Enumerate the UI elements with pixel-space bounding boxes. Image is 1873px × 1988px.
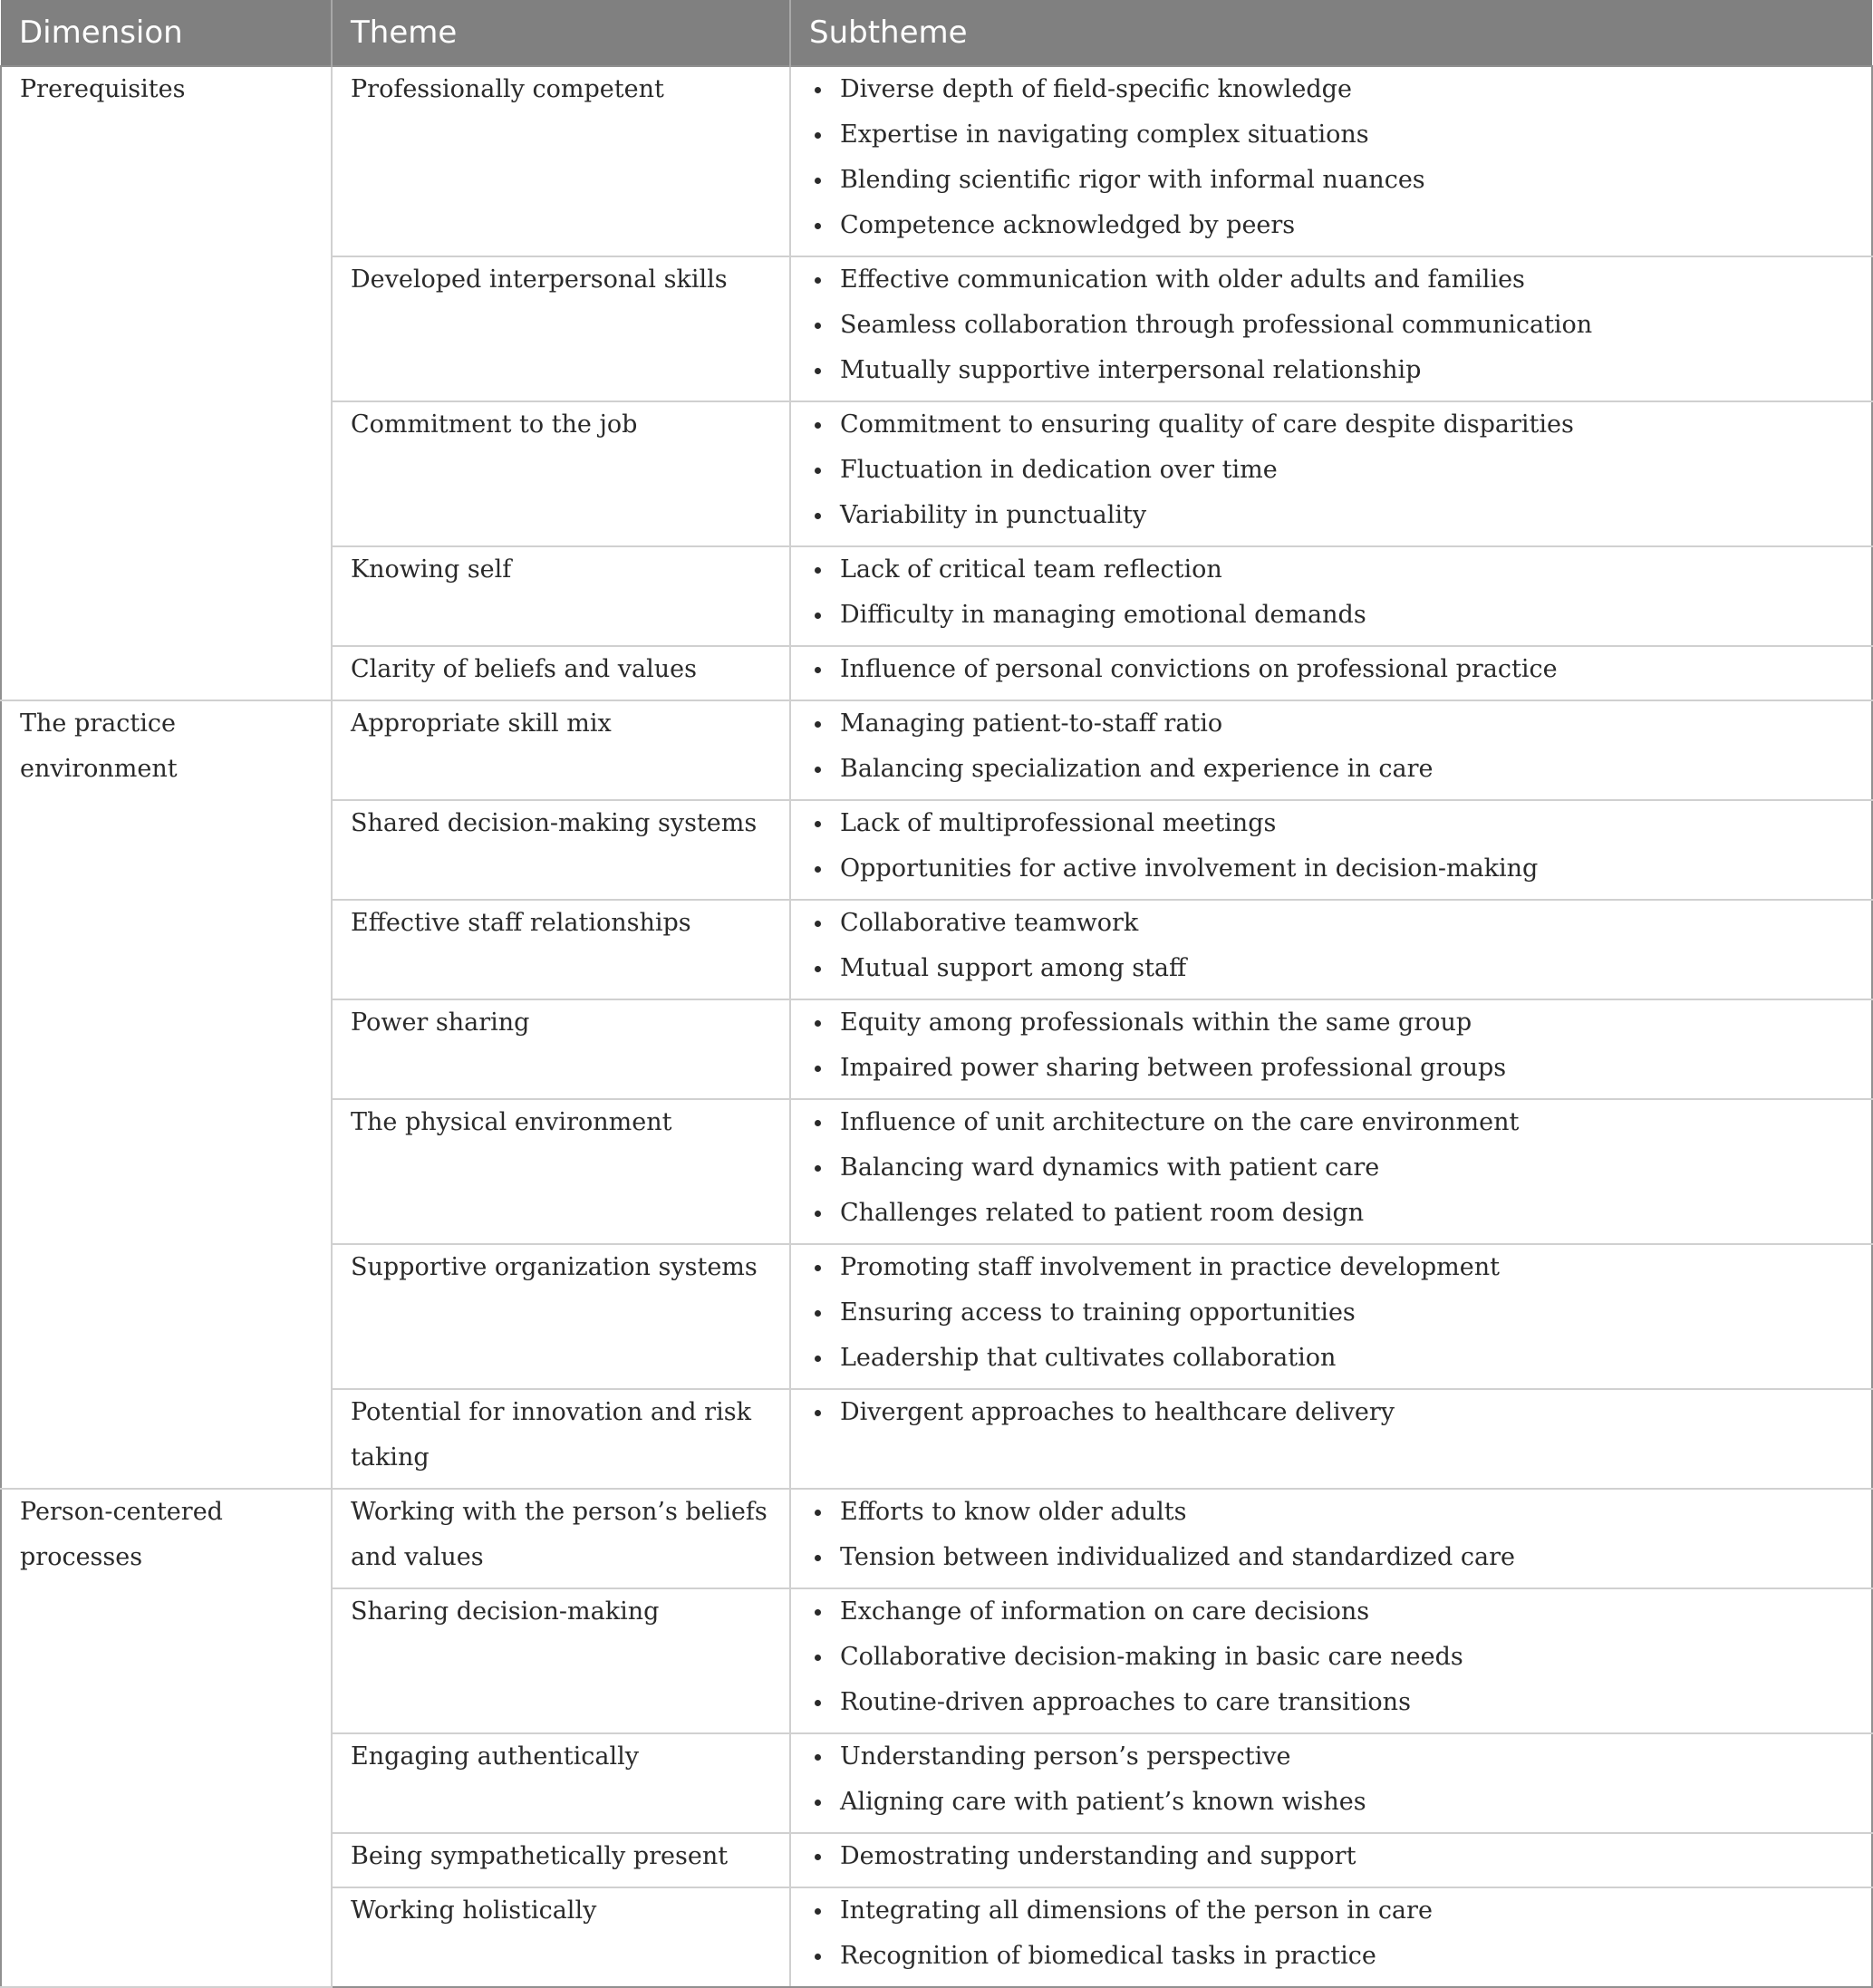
subtheme-list	[809, 1888, 1862, 1979]
subtheme-item: Leadership that cultivates collaboration	[809, 1336, 1862, 1381]
subtheme-cell	[790, 1588, 1872, 1733]
subtheme-list	[809, 701, 1862, 792]
subtheme-item: Balancing specialization and experience in care	[809, 747, 1862, 792]
subtheme-item: Diverse depth of field-specific knowledge	[809, 67, 1862, 112]
subtheme-item: Aligning care with patient’s known wishes	[809, 1780, 1862, 1825]
column-header-theme: Theme	[332, 0, 790, 66]
subtheme-cell	[790, 800, 1872, 900]
subtheme-list	[809, 1390, 1862, 1435]
subtheme-cell	[790, 900, 1872, 999]
subtheme-item: Balancing ward dynamics with patient care	[809, 1145, 1862, 1191]
subtheme-item: Understanding person’s perspective	[809, 1734, 1862, 1780]
subtheme-list	[809, 647, 1862, 692]
theme-cell: Commitment to the job	[332, 401, 790, 546]
subtheme-item: Collaborative teamwork	[809, 901, 1862, 946]
column-header-subtheme: Subtheme	[790, 0, 1872, 66]
subtheme-cell	[790, 999, 1872, 1099]
theme-cell: Potential for innovation and risk taking	[332, 1389, 790, 1489]
subtheme-list	[809, 257, 1862, 393]
subtheme-item: Impaired power sharing between professional groups	[809, 1046, 1862, 1091]
subtheme-item: Difficulty in managing emotional demands	[809, 593, 1862, 638]
subtheme-item: Collaborative decision-making in basic care needs	[809, 1635, 1862, 1680]
subtheme-list	[809, 1834, 1862, 1879]
subtheme-list	[809, 402, 1862, 538]
theme-cell: Clarity of beliefs and values	[332, 646, 790, 700]
column-header-dimension: Dimension	[1, 0, 332, 66]
subtheme-item: Mutually supportive interpersonal relationship	[809, 348, 1862, 393]
subtheme-list	[809, 67, 1862, 248]
subtheme-item: Equity among professionals within the same group	[809, 1000, 1862, 1046]
subtheme-item: Influence of personal convictions on professional practice	[809, 647, 1862, 692]
subtheme-item: Promoting staff involvement in practice development	[809, 1245, 1862, 1290]
subtheme-cell	[790, 546, 1872, 646]
subtheme-item: Commitment to ensuring quality of care despite disparities	[809, 402, 1862, 448]
table-row	[1, 66, 1872, 256]
theme-cell: Effective staff relationships	[332, 900, 790, 999]
subtheme-item: Mutual support among staff	[809, 946, 1862, 991]
subtheme-item: Exchange of information on care decisions	[809, 1589, 1862, 1635]
subtheme-item: Efforts to know older adults	[809, 1490, 1862, 1535]
subtheme-cell	[790, 401, 1872, 546]
table-header	[1, 0, 1872, 66]
theme-cell: The physical environment	[332, 1099, 790, 1244]
subtheme-cell	[790, 1099, 1872, 1244]
theme-cell: Professionally competent	[332, 66, 790, 256]
theme-cell: Shared decision-making systems	[332, 800, 790, 900]
subtheme-item: Blending scientific rigor with informal nuances	[809, 158, 1862, 203]
theme-cell: Working with the person’s beliefs and values	[332, 1489, 790, 1588]
theme-cell: Sharing decision-making	[332, 1588, 790, 1733]
subtheme-cell	[790, 1833, 1872, 1887]
subtheme-list	[809, 1245, 1862, 1381]
subtheme-cell	[790, 1733, 1872, 1833]
theme-cell: Power sharing	[332, 999, 790, 1099]
theme-cell: Being sympathetically present	[332, 1833, 790, 1887]
subtheme-item: Opportunities for active involvement in decision-making	[809, 846, 1862, 892]
subtheme-cell	[790, 1389, 1872, 1489]
subtheme-item: Managing patient-to-staff ratio	[809, 701, 1862, 747]
subtheme-item: Seamless collaboration through professional communication	[809, 303, 1862, 348]
subtheme-cell	[790, 646, 1872, 700]
subtheme-list	[809, 1000, 1862, 1091]
theme-cell: Engaging authentically	[332, 1733, 790, 1833]
subtheme-item: Demostrating understanding and support	[809, 1834, 1862, 1879]
subtheme-item: Competence acknowledged by peers	[809, 203, 1862, 248]
subtheme-list	[809, 547, 1862, 638]
subtheme-item: Influence of unit architecture on the care environment	[809, 1100, 1862, 1145]
dimension-cell: Prerequisites	[1, 66, 332, 700]
theme-cell: Knowing self	[332, 546, 790, 646]
subtheme-cell	[790, 1489, 1872, 1588]
subtheme-cell	[790, 256, 1872, 401]
subtheme-item: Effective communication with older adults and families	[809, 257, 1862, 303]
subtheme-cell	[790, 66, 1872, 256]
subtheme-list	[809, 1490, 1862, 1580]
subtheme-item: Variability in punctuality	[809, 493, 1862, 538]
subtheme-item: Ensuring access to training opportunities	[809, 1290, 1862, 1336]
dimension-cell: The practice environment	[1, 700, 332, 1489]
header-row	[1, 0, 1872, 66]
subtheme-list	[809, 1734, 1862, 1825]
subtheme-list	[809, 1100, 1862, 1236]
subtheme-item: Expertise in navigating complex situations	[809, 112, 1862, 158]
dimension-cell: Person-centered processes	[1, 1489, 332, 1987]
subtheme-item: Tension between individualized and standardized care	[809, 1535, 1862, 1580]
subtheme-item: Challenges related to patient room design	[809, 1191, 1862, 1236]
subtheme-cell	[790, 1244, 1872, 1389]
subtheme-list	[809, 1589, 1862, 1725]
table-row	[1, 700, 1872, 800]
subtheme-cell	[790, 1887, 1872, 1987]
table-row	[1, 1489, 1872, 1588]
subtheme-item: Lack of critical team reflection	[809, 547, 1862, 593]
subtheme-item: Fluctuation in dedication over time	[809, 448, 1862, 493]
subtheme-item: Routine-driven approaches to care transitions	[809, 1680, 1862, 1725]
theme-cell: Working holistically	[332, 1887, 790, 1987]
subtheme-list	[809, 801, 1862, 892]
theme-cell: Appropriate skill mix	[332, 700, 790, 800]
subtheme-item: Divergent approaches to healthcare delivery	[809, 1390, 1862, 1435]
theme-cell: Supportive organization systems	[332, 1244, 790, 1389]
theme-cell: Developed interpersonal skills	[332, 256, 790, 401]
subtheme-cell	[790, 700, 1872, 800]
subtheme-item: Recognition of biomedical tasks in practice	[809, 1934, 1862, 1979]
subtheme-list	[809, 901, 1862, 991]
subtheme-item: Integrating all dimensions of the person in care	[809, 1888, 1862, 1934]
table-body	[1, 66, 1872, 1987]
subtheme-item: Lack of multiprofessional meetings	[809, 801, 1862, 846]
